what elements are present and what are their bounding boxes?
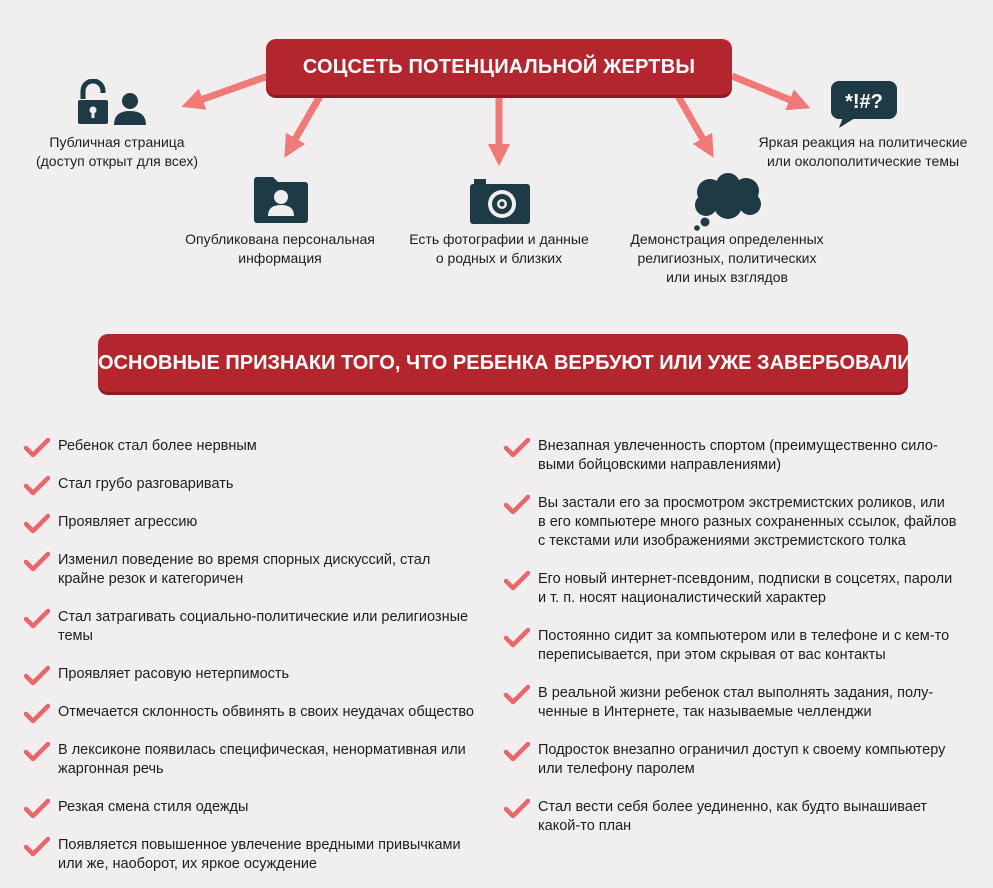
sign-item-text (58, 551, 498, 589)
node-label-reaction (740, 133, 986, 171)
sign-item-text (58, 665, 498, 684)
node-label-line: о родных и близких (435, 250, 563, 266)
sign-item-text (538, 741, 978, 779)
sign-item-text (58, 703, 498, 722)
checkmark-icon (504, 684, 530, 706)
sign-item-text (58, 608, 498, 646)
sign-item-line: Стал затрагивать социально-политические или религиозные (58, 609, 469, 625)
social-network-title: СОЦСЕТЬ ПОТЕНЦИАЛЬНОЙ ЖЕРТВЫ (266, 39, 732, 95)
checkmark-icon (24, 551, 50, 573)
node-label-personal-info (170, 230, 390, 268)
checkmark-icon (504, 494, 530, 516)
sign-item-line: Подросток внезапно ограничил доступ к своему компьютеру (538, 742, 946, 758)
sign-item-line: Постоянно сидит за компьютером или в телефоне и с кем-то (538, 628, 950, 644)
sign-item-text (538, 627, 978, 665)
checkmark-icon (24, 665, 50, 687)
sign-item-line: Проявляет расовую нетерпимость (58, 666, 290, 682)
sign-item-line: с текстами или изображениями экстремистского толка (538, 533, 906, 549)
signs-title: ОСНОВНЫЕ ПРИЗНАКИ ТОГО, ЧТО РЕБЕНКА ВЕРБУЮТ ИЛИ УЖЕ ЗАВЕРБОВАЛИ (98, 334, 908, 392)
checkmark-icon (24, 798, 50, 820)
sign-item-text (58, 836, 498, 874)
sign-item-line: Ребенок стал более нервным (58, 438, 257, 454)
sign-item-line: переписывается, при этом скрывая от вас контакты (538, 647, 886, 663)
sign-item-line: темы (58, 628, 93, 644)
checkmark-icon (24, 703, 50, 725)
sign-item-text (538, 684, 978, 722)
node-label-line: Есть фотографии и данные (409, 231, 589, 247)
checkmark-icon (504, 627, 530, 649)
sign-item-line: Его новый интернет-псевдоним, подписки в соцсетях, пароли (538, 571, 953, 587)
checkmark-icon (504, 437, 530, 459)
sign-item-line: В реальной жизни ребенок стал выполнять задания, полу- (538, 685, 934, 701)
sign-item-text (538, 570, 978, 608)
node-label-public-page (14, 133, 220, 171)
sign-item-text (538, 437, 978, 475)
signs-list-left (24, 436, 494, 876)
sign-item-text (538, 798, 978, 836)
sign-item-line: Стал грубо разговаривать (58, 476, 234, 492)
node-label-line: Демонстрация определенных (630, 231, 824, 247)
sign-item-text (58, 475, 498, 494)
speech-bubble-symbols: *!#? (845, 91, 883, 113)
checkmark-icon (24, 741, 50, 763)
checkmark-icon (504, 741, 530, 763)
node-label-line: Яркая реакция на политические (758, 134, 968, 150)
speech-bubble-icon (829, 79, 899, 129)
sign-item-line: В лексиконе появилась специфическая, ненормативная или (58, 742, 466, 758)
checkmark-icon (24, 608, 50, 630)
sign-item-line: Изменил поведение во время спорных дискуссий, стал (58, 552, 431, 568)
sign-item-line: Отмечается склонность обвинять в своих неудачах общество (58, 704, 474, 720)
sign-item-line: или же, наоборот, их яркое осуждение (58, 856, 317, 872)
node-label-line: или иных взглядов (666, 269, 788, 285)
sign-item-line: какой-то план (538, 818, 632, 834)
sign-item-line: Вы застали его за просмотром экстремистских роликов, или (538, 495, 945, 511)
arrow-to-views (678, 96, 708, 148)
arrow-to-reaction (732, 76, 800, 104)
checkmark-icon (24, 475, 50, 497)
lock-and-user-icon (76, 79, 148, 127)
sign-item-line: Появляется повышенное увлечение вредными привычками (58, 837, 461, 853)
sign-item-line: Стал вести себя более уединенно, как будто вынашивает (538, 799, 928, 815)
node-label-photos (392, 230, 606, 268)
sign-item-text (58, 741, 498, 779)
arrow-to-public-page (192, 76, 268, 103)
sign-item-text (58, 513, 498, 532)
node-label-views (612, 230, 842, 287)
node-label-line: (доступ открыт для всех) (35, 153, 199, 169)
sign-item-line: или телефону паролем (538, 761, 695, 777)
checkmark-icon (504, 570, 530, 592)
arrow-to-personal-info (290, 96, 320, 148)
sign-item-line: ченные в Интернете, так называемые челленджи (538, 704, 872, 720)
node-label-line: Публичная страница (49, 134, 185, 150)
sign-item-text (58, 798, 498, 817)
sign-item-line: Внезапная увлеченность спортом (преимущественно сило- (538, 438, 938, 454)
folder-user-icon (252, 174, 310, 224)
node-label-line: религиозных, политических (637, 250, 817, 266)
node-label-line: информация (238, 250, 322, 266)
node-label-line: или околополитические темы (766, 153, 960, 169)
checkmark-icon (24, 513, 50, 535)
node-label-line: Опубликована персональная (185, 231, 375, 247)
thought-cloud-icon (690, 172, 766, 232)
sign-item-text (58, 437, 498, 456)
camera-icon (468, 176, 532, 226)
sign-item-line: и т. п. носят националистический характер (538, 590, 826, 606)
checkmark-icon (24, 836, 50, 858)
sign-item-line: крайне резок и категоричен (58, 571, 244, 587)
sign-item-line: Резкая смена стиля одежды (58, 799, 249, 815)
sign-item-text (538, 494, 978, 551)
sign-item-line: Проявляет агрессию (58, 514, 198, 530)
checkmark-icon (504, 798, 530, 820)
signs-list-right (504, 436, 974, 856)
sign-item-line: в его компьютере много разных сохраненных ссылок, файлов (538, 514, 957, 530)
sign-item-line: выми бойцовскими направлениями) (538, 457, 782, 473)
checkmark-icon (24, 437, 50, 459)
sign-item-line: жаргонная речь (58, 761, 164, 777)
